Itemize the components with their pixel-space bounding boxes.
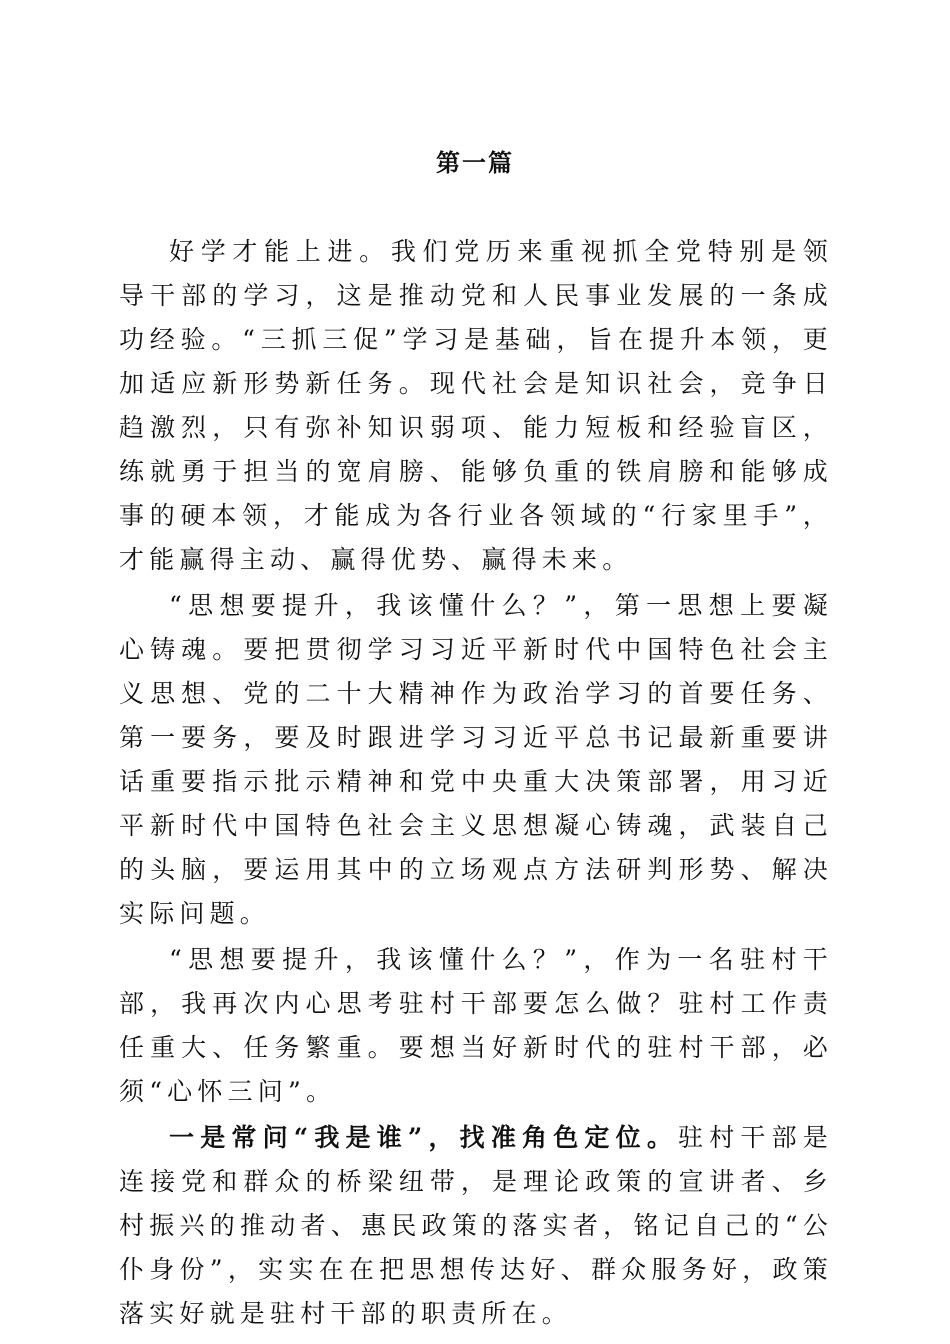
paragraph-4-lead: 一是常问“我是谁”，找准角色定位。 bbox=[169, 1123, 679, 1152]
paragraph-2 bbox=[119, 584, 833, 936]
paragraph-4-text: 驻村干部是连接党和群众的桥梁纽带，是理论政策的宣讲者、乡村振兴的推动者、惠民政策的落实者，铭记自己的“公仆身份”，实实在在把思想传达好、群众服务好，政策落实好就是驻村干部的职责所在。 bbox=[119, 1123, 833, 1328]
paragraph-4 bbox=[119, 1116, 833, 1336]
document-title: 第一篇 bbox=[436, 148, 514, 177]
paragraph-1-text: 好学才能上进。我们党历来重视抓全党特别是领导干部的学习，这是推动党和人民事业发展的一条成功经验。“三抓三促”学习是基础，旨在提升本领，更加适应新形势新任务。现代社会是知识社会，竞争日趋激烈，只有弥补知识弱项、能力短板和经验盲区，练就勇于担当的宽肩膀、能够负重的铁肩膀和能够成事的硬本领，才能成为各行业各领域的“行家里手”，才能赢得主动、赢得优势、赢得未来。 bbox=[119, 237, 833, 574]
paragraph-3 bbox=[119, 938, 833, 1114]
document-body bbox=[119, 230, 833, 1336]
paragraph-1 bbox=[119, 230, 833, 582]
paragraph-3-text: “思想要提升，我该懂什么？”，作为一名驻村干部，我再次内心思考驻村干部要怎么做？驻村工作责任重大、任务繁重。要想当好新时代的驻村干部，必须“心怀三问”。 bbox=[119, 945, 833, 1106]
paragraph-2-text: “思想要提升，我该懂什么？”，第一思想上要凝心铸魂。要把贯彻学习习近平新时代中国特色社会主义思想、党的二十大精神作为政治学习的首要任务、第一要务，要及时跟进学习习近平总书记最新重要讲话重要指示批示精神和党中央重大决策部署，用习近平新时代中国特色社会主义思想凝心铸魂，武装自己的头脑，要运用其中的立场观点方法研判形势、解决实际问题。 bbox=[119, 591, 833, 928]
